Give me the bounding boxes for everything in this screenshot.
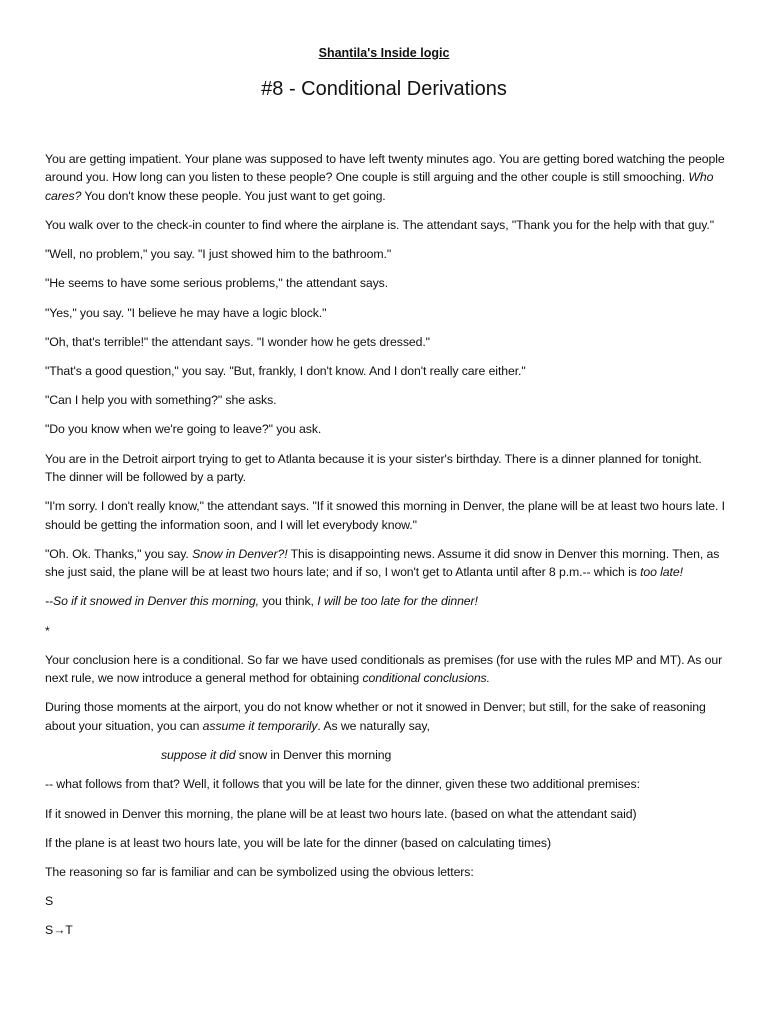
paragraph-12: "Oh. Ok. Thanks," you say. Snow in Denver?! This is disappointing news. Assume it did snow in Denver this morning. Then, as she just said, the plane will be at least two hours late; and if so, I won't get to Atlanta until after 8 p.m.-- which is too late! — [45, 546, 720, 580]
document-header: Shantila's Inside logic — [318, 46, 450, 60]
paragraph-3: "Well, no problem," you say. "I just showed him to the bathroom." — [45, 247, 392, 262]
symbol-line-2: S→T — [45, 923, 73, 938]
paragraph-6: "Oh, that's terrible!" the attendant says. "I wonder how he gets dressed." — [45, 334, 430, 349]
paragraph-8: "Can I help you with something?" she asks. — [45, 393, 277, 408]
section-break: * — [45, 623, 50, 638]
paragraph-7: "That's a good question," you say. "But, frankly, I don't know. And I don't really care either." — [45, 364, 526, 379]
paragraph-13: --So if it snowed in Denver this morning, you think, I will be too late for the dinner! — [45, 594, 478, 609]
indented-supposition: suppose it did snow in Denver this morning — [161, 748, 392, 763]
paragraph-21: The reasoning so far is familiar and can be symbolized using the obvious letters: — [45, 864, 474, 879]
document-body — [45, 150, 725, 951]
paragraph-5: "Yes," you say. "I believe he may have a logic block." — [45, 305, 327, 320]
paragraph-4: "He seems to have some serious problems," the attendant says. — [45, 276, 389, 291]
paragraph-15: Your conclusion here is a conditional. So far we have used conditionals as premises (for use with the rules MP and MT). As our next rule, we now introduce a general method for obtaining conditional conclusions. — [45, 652, 723, 686]
paragraph-1: You are getting impatient. Your plane was supposed to have left twenty minutes ago. You are getting bored watching the people around you. How long can you listen to these people? One couple is still arguing and the other couple is still smooching. Who cares? You don't know these people. You just want to get going. — [45, 152, 725, 203]
paragraph-10: You are in the Detroit airport trying to get to Atlanta because it is your sister's birthday. There is a dinner planned for tonight. The dinner will be followed by a party. — [45, 451, 702, 485]
paragraph-16: During those moments at the airport, you do not know whether or not it snowed in Denver; but still, for the sake of reasoning about your situation, you can assume it temporarily. As we naturally say, — [45, 700, 706, 733]
paragraph-19: If it snowed in Denver this morning, the plane will be at least two hours late. (based on what the attendant said) — [45, 806, 637, 821]
symbol-line-1: S — [45, 894, 54, 909]
paragraph-11: "I'm sorry. I don't really know," the attendant says. "If it snowed this morning in Denver, the plane will be at least two hours late. I should be getting the information soon, and I will let everybody know." — [45, 499, 725, 532]
paragraph-18: -- what follows from that? Well, it follows that you will be late for the dinner, given these two additional premises: — [45, 777, 640, 792]
paragraph-9: "Do you know when we're going to leave?" you ask. — [45, 422, 322, 437]
page-title: #8 - Conditional Derivations — [261, 78, 507, 100]
paragraph-2: You walk over to the check-in counter to find where the airplane is. The attendant says, "Thank you for the help with that guy." — [45, 218, 715, 233]
paragraph-20: If the plane is at least two hours late, you will be late for the dinner (based on calculating times) — [45, 835, 551, 850]
